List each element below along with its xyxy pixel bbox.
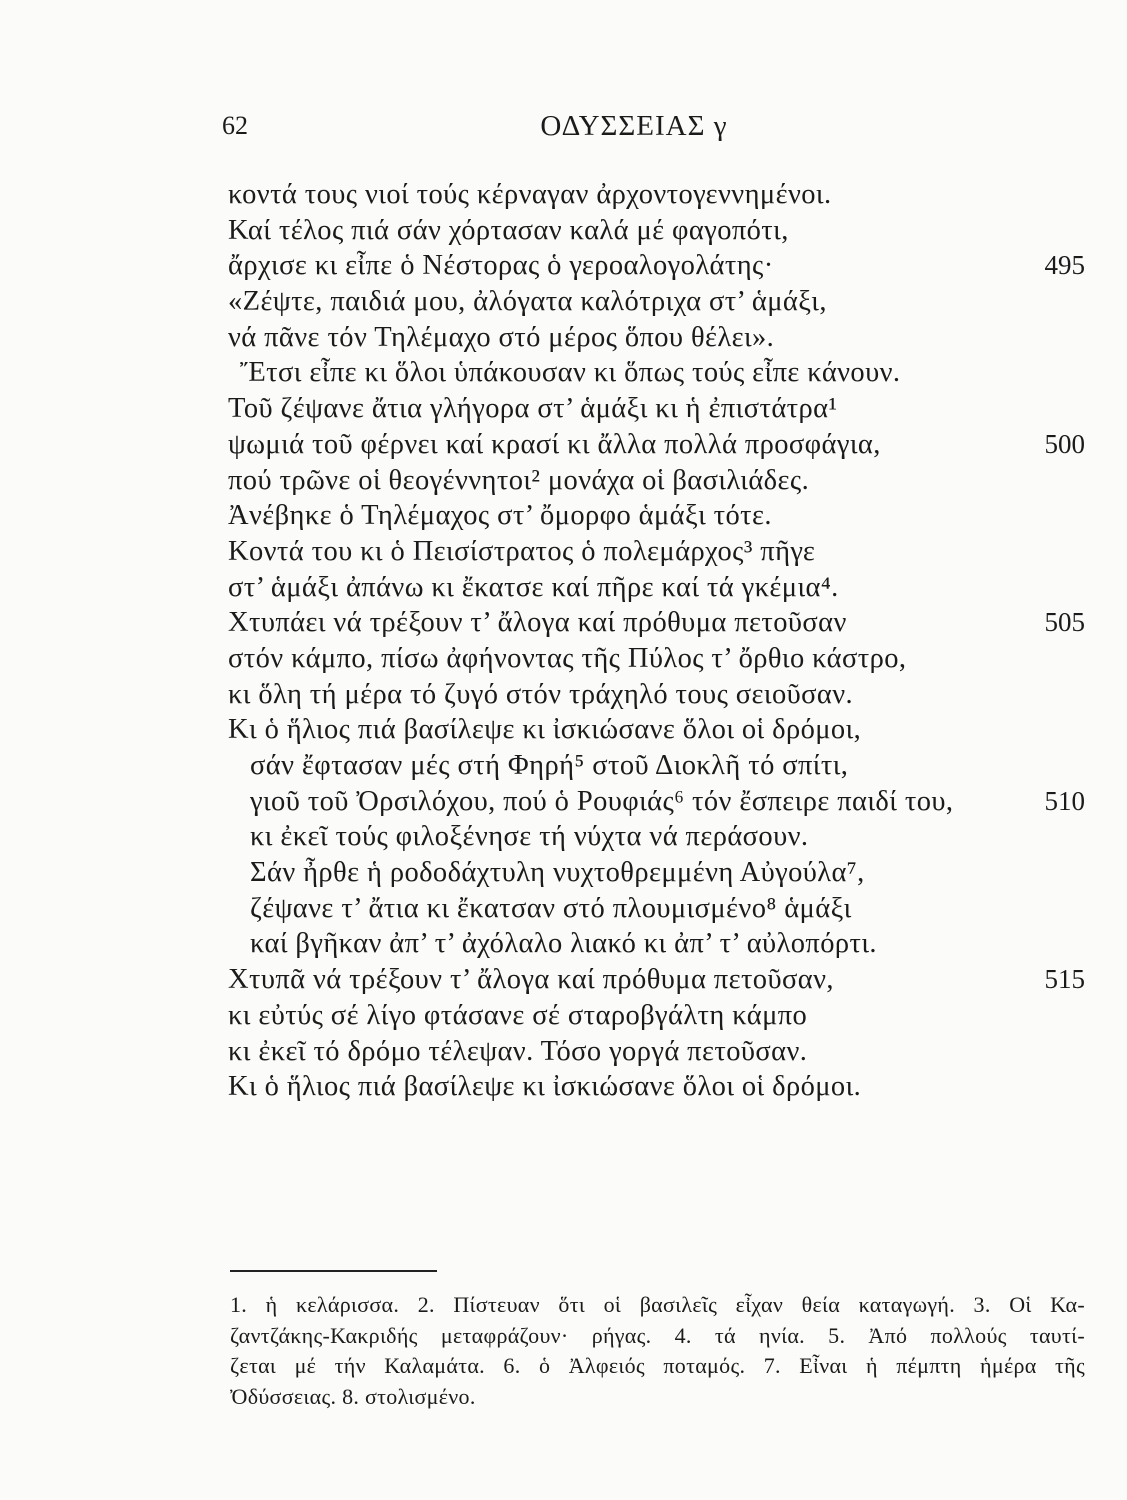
verse-line xyxy=(228,1069,1085,1105)
footnotes xyxy=(230,1290,1085,1412)
verse-line xyxy=(228,1034,1085,1070)
verse-text: κι ἐκεῖ τό δρόμο τέλεψαν. Τόσο γοργά πετοῦσαν. xyxy=(228,1035,808,1067)
footnote-line: Ὀδύσσειας. 8. στολισμένο. xyxy=(230,1383,476,1409)
verse-line xyxy=(228,819,1085,855)
verse-line xyxy=(228,641,1085,677)
verse-line xyxy=(228,891,1085,927)
verse-text: στόν κάμπο, πίσω ἀφήνοντας τῆς Πύλος τ’ ὄρθιο κάστρο, xyxy=(228,642,907,674)
verse-line xyxy=(228,712,1085,748)
verse-line xyxy=(228,463,1085,499)
verse-line xyxy=(228,248,1085,284)
verse-line xyxy=(228,748,1085,784)
verse-line xyxy=(228,498,1085,534)
page-number: 62 xyxy=(222,111,248,140)
verse-text: κι εὐτύς σέ λίγο φτάσανε σέ σταροβγάλτη κάμπο xyxy=(228,999,808,1031)
verse-line xyxy=(228,355,1085,391)
verse-block xyxy=(228,177,1085,1105)
verse-line xyxy=(228,534,1085,570)
verse-text: ἄρχισε κι εἶπε ὁ Νέστορας ὁ γεροαλογολάτης· xyxy=(228,250,774,282)
verse-text: Χτυπάει νά τρέξουν τ’ ἄλογα καί πρόθυμα πετοῦσαν xyxy=(228,607,847,639)
verse-text: σάν ἔφτασαν μές στή Φηρή⁵ στοῦ Διοκλῆ τό σπίτι, xyxy=(250,750,849,781)
footnote-line: ζεται μέ τήν Καλαμάτα. 6. ὁ Ἀλφειός ποταμός. 7. Εἶναι ἡ πέμπτη ἡμέρα τῆς xyxy=(230,1353,1085,1379)
line-number: 495 xyxy=(1044,250,1085,281)
verse-text: Κοντά του κι ὁ Πεισίστρατος ὁ πολεμάρχος³ πῆγε xyxy=(228,535,816,567)
verse-text: Καί τέλος πιά σάν χόρτασαν καλά μέ φαγοπότι, xyxy=(228,214,789,246)
footnote-rule xyxy=(230,1270,437,1272)
verse-text: Χτυπᾶ νά τρέξουν τ’ ἄλογα καί πρόθυμα πετοῦσαν, xyxy=(228,964,834,996)
verse-text: κι ἐκεῖ τούς φιλοξένησε τή νύχτα νά περάσουν. xyxy=(250,821,809,853)
verse-text: γιοῦ τοῦ Ὀρσιλόχου, πού ὁ Ρουφιάς⁶ τόν ἔσπειρε παιδί του, xyxy=(250,785,954,817)
verse-text: στ’ ἁμάξι ἀπάνω κι ἔκατσε καί πῆρε καί τά γκέμια⁴. xyxy=(228,571,839,603)
verse-line xyxy=(228,320,1085,356)
verse-text: Ἔτσι εἶπε κι ὅλοι ὑπάκουσαν κι ὅπως τούς εἶπε κάνουν. xyxy=(240,357,901,389)
verse-line xyxy=(228,177,1085,213)
verse-line xyxy=(228,998,1085,1034)
verse-line xyxy=(228,213,1085,249)
footnote-line: 1. ἡ κελάρισσα. 2. Πίστευαν ὅτι οἱ βασιλεῖς εἶχαν θεία καταγωγή. 3. Οἱ Κα- xyxy=(230,1292,1085,1317)
running-title: ΟΔΥΣΣΕΙΑΣ γ xyxy=(540,110,728,142)
verse-text: Κι ὁ ἥλιος πιά βασίλεψε κι ἰσκιώσανε ὅλοι οἱ δρόμοι. xyxy=(228,1071,862,1103)
verse-line xyxy=(228,962,1085,998)
line-number: 505 xyxy=(1044,607,1085,638)
verse-line xyxy=(228,855,1085,891)
verse-text: ψωμιά τοῦ φέρνει καί κρασί κι ἄλλα πολλά προσφάγια, xyxy=(228,428,881,460)
verse-text: Σάν ἦρθε ἡ ροδοδάχτυλη νυχτοθρεμμένη Αὐγούλα⁷, xyxy=(250,857,865,889)
line-number: 510 xyxy=(1044,785,1085,816)
verse-line xyxy=(228,605,1085,641)
verse-text: καί βγῆκαν ἀπ’ τ’ ἀχόλαλο λιακό κι ἀπ’ τ’ αὐλοπόρτι. xyxy=(250,928,877,960)
verse-text: Ἀνέβηκε ὁ Τηλέμαχος στ’ ὄμορφο ἁμάξι τότε. xyxy=(228,500,772,532)
verse-text: «Ζέψτε, παιδιά μου, ἀλόγατα καλότριχα στ’ ἁμάξι, xyxy=(228,286,827,318)
verse-line xyxy=(228,427,1085,463)
verse-text: Τοῦ ζέψανε ἄτια γλήγορα στ’ ἁμάξι κι ἡ ἐπιστάτρα¹ xyxy=(228,393,838,425)
verse-text: πού τρῶνε οἱ θεογέννητοι² μονάχα οἱ βασιλιάδες. xyxy=(228,464,810,496)
verse-text: κοντά τους νιοί τούς κέρναγαν ἀρχοντογεννημένοι. xyxy=(228,179,832,210)
verse-line xyxy=(228,284,1085,320)
verse-text: ζέψανε τ’ ἄτια κι ἔκατσαν στό πλουμισμένο⁸ ἁμάξι xyxy=(250,892,852,924)
verse-text: νά πᾶνε τόν Τηλέμαχο στό μέρος ὅπου θέλει». xyxy=(228,321,775,353)
verse-text: κι ὅλη τή μέρα τό ζυγό στόν τράχηλό τους σειοῦσαν. xyxy=(228,678,854,710)
verse-line xyxy=(228,677,1085,713)
line-number: 500 xyxy=(1044,428,1085,459)
page-header xyxy=(222,106,1046,146)
verse-line xyxy=(228,391,1085,427)
verse-text: Κι ὁ ἥλιος πιά βασίλεψε κι ἰσκιώσανε ὅλοι οἱ δρόμοι, xyxy=(228,714,862,746)
verse-line xyxy=(228,784,1085,820)
verse-line xyxy=(228,570,1085,606)
line-number: 515 xyxy=(1044,964,1085,995)
verse-line xyxy=(228,926,1085,962)
footnote-line: ζαντζάκης-Κακριδής μεταφράζουν· ρήγας. 4. τά ηνία. 5. Ἀπό πολλούς ταυτί- xyxy=(230,1322,1085,1348)
